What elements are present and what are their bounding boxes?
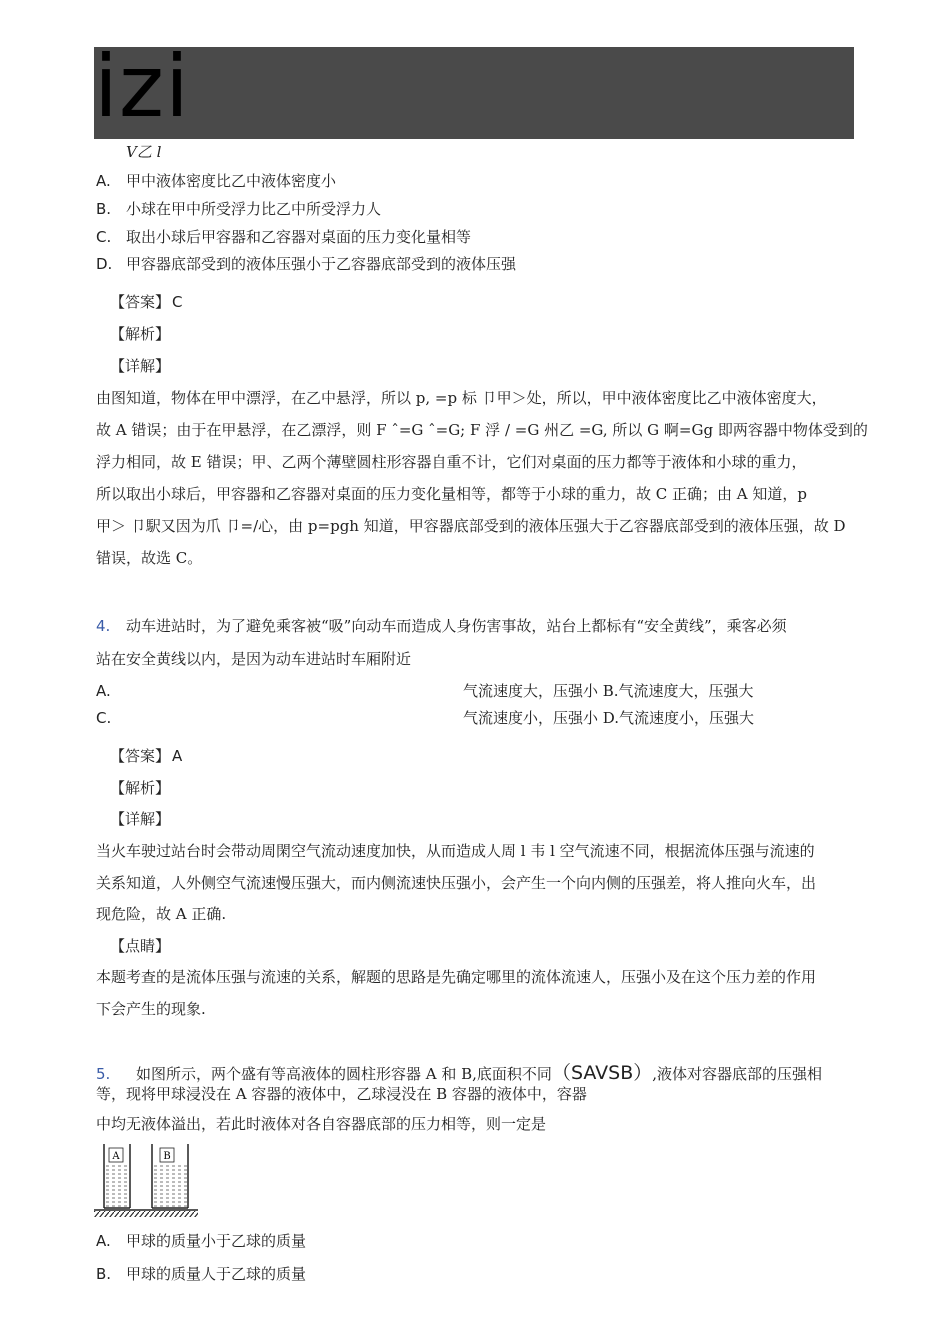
q3-detail-label: 【详解】 <box>110 357 171 375</box>
q4-row2-right: 气流速度小，压强小 D.气流速度小，压强大 <box>463 709 755 727</box>
option-text: 甲球的质量人于乙球的质量 <box>126 1265 307 1283</box>
q4-row1-left: A. <box>96 682 111 700</box>
q5-stem-line1b: ,液体对容器底部的压强相 <box>652 1065 823 1083</box>
option-text: 小球在甲中所受浮力比乙中所受浮力人 <box>126 200 382 218</box>
container-b <box>152 1144 188 1208</box>
ground-hatch <box>94 1211 198 1217</box>
container-a <box>104 1144 130 1208</box>
q3-option-d <box>96 254 516 274</box>
q5-stem-line1a: 如图所示，两个盛有等高液体的圆柱形容器 A 和 B,底面积不同 <box>136 1065 552 1083</box>
q3-option-c <box>96 227 471 247</box>
q4-comment-line: 本题考查的是流体压强与流速的关系，解题的思路是先确定哪里的流体流速人，压强小及在这个压力差的作用 <box>96 968 817 986</box>
label-b: B <box>163 1151 171 1162</box>
q3-detail-line: 故 A 错误；由于在甲悬浮，在乙漂浮，则 F ˆ=G ˆ=G; F 浮 / =G 州乙 =G, 所以 G 啊=Gg 即两容器中物体受到的 <box>96 421 868 439</box>
containers-figure <box>94 1140 198 1220</box>
q4-detail-line: 当火车驶过站台时会带动周閑空气流动速度加快，从而造成人周 l 韦 l 空气流速不同，根据流体压强与流速的 <box>96 842 815 860</box>
q4-stem <box>96 616 787 636</box>
liquid-a <box>104 1164 130 1208</box>
answer-label: 【答案】 <box>110 747 171 765</box>
question-number: 5. <box>96 1065 111 1083</box>
option-letter: B. <box>96 200 112 218</box>
option-letter: A. <box>96 1232 111 1250</box>
q5-stem-paren: （SAVSB） <box>551 1062 653 1084</box>
option-text: 甲球的质量小于乙球的质量 <box>126 1232 307 1250</box>
option-letter: D. <box>96 255 113 273</box>
option-letter: C. <box>96 228 112 246</box>
header-banner <box>94 47 854 139</box>
q3-answer <box>110 292 183 312</box>
liquid-b <box>152 1164 188 1208</box>
q4-comment-line: 下会产生的现象. <box>96 1000 206 1018</box>
q3-detail-line: 由图知道，物体在甲中漂浮，在乙中悬浮，所以 p, =p 标 卩甲＞处，所以，甲中液体密度比乙中液体密度大， <box>96 389 827 407</box>
question-number: 4. <box>96 617 111 635</box>
q3-option-a <box>96 171 336 191</box>
q4-detail-label: 【详解】 <box>110 810 171 828</box>
q4-analysis-label: 【解析】 <box>110 779 171 797</box>
q5-stem-line3: 中均无液体溢出，若此时液体对各自容器底部的压力相等，则一定是 <box>96 1115 547 1133</box>
q3-detail-line: 浮力相同，故 E 错误；甲、乙两个薄壁圆柱形容器自重不计，它们对桌面的压力都等于液体和小球的重力， <box>96 453 807 471</box>
label-a: A <box>112 1151 120 1162</box>
q3-fragment: V乙 l <box>126 143 162 161</box>
q3-detail-line: 所以取出小球后，甲容器和乙容器对桌面的压力变化量相等，都等于小球的重力，故 C 正确；由 A 知道，p <box>96 485 807 503</box>
q4-stem-line1: 动车进站时，为了避免乘客被“吸”向动车而造成人身伤害事故，站台上都标有“安全黄线”，乘客必须 <box>126 617 787 635</box>
q5-option-b <box>96 1264 306 1284</box>
answer-label: 【答案】 <box>110 293 171 311</box>
option-text: 甲中液体密度比乙中液体密度小 <box>126 172 337 190</box>
q4-detail-line: 现危险，故 A 正确. <box>96 905 227 923</box>
q4-row2-left: C. <box>96 709 112 727</box>
option-text: 取出小球后甲容器和乙容器对桌面的压力变化量相等 <box>126 228 472 246</box>
q3-analysis-label: 【解析】 <box>110 325 171 343</box>
q4-answer <box>110 746 182 766</box>
q3-detail-line: 错误，故选 C。 <box>96 549 203 567</box>
q3-detail-line: 甲＞ 卩駅又因为爪 卩=/心，由 p=pgh 知道，甲容器底部受到的液体压强大于乙容器底部受到的液体压强，故 D <box>96 517 846 535</box>
q3-option-b <box>96 199 381 219</box>
q4-stem-line2: 站在安全黄线以内，是因为动车进站时车厢附近 <box>96 650 412 668</box>
option-letter: B. <box>96 1265 112 1283</box>
q4-detail-line: 关系知道，人外侧空气流速慢压强大，而内侧流速快压强小，会产生一个向内侧的压强差，将人推向火车，出 <box>96 874 817 892</box>
option-letter: A. <box>96 172 111 190</box>
option-text: 甲容器底部受到的液体压强小于乙容器底部受到的液体压强 <box>126 255 517 273</box>
q4-comment-label: 【点睛】 <box>110 937 171 955</box>
q5-option-a <box>96 1231 306 1251</box>
q4-row1-right: 气流速度大，压强小 B.气流速度大，压强大 <box>463 682 754 700</box>
answer-value: C <box>172 293 183 311</box>
q5-stem <box>96 1063 822 1084</box>
q5-stem-line2: 等，现将甲球浸没在 A 容器的液体中，乙球浸没在 B 容器的液体中，容器 <box>96 1085 587 1103</box>
answer-value: A <box>172 747 183 765</box>
banner-text: izi <box>94 47 190 137</box>
